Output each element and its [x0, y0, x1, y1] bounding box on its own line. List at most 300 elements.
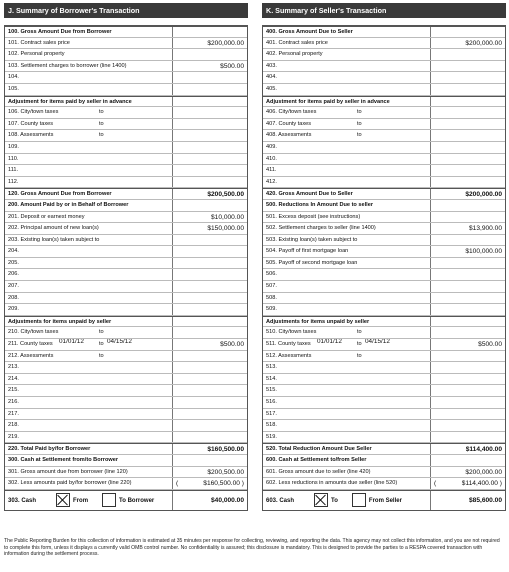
row-label-text: 214.: [8, 375, 19, 382]
amount-cell[interactable]: [172, 339, 247, 350]
checkbox-label: To Borrower: [119, 497, 155, 504]
table-row: [263, 455, 505, 467]
amount-value: $200,000.00: [465, 468, 502, 476]
row-label-text: 205.: [8, 259, 19, 266]
table-row: [5, 478, 247, 490]
row-label-text: 504. Payoff of first mortgage loan: [266, 248, 349, 255]
table-row: [5, 443, 247, 455]
amount-value: $40,000.00: [210, 496, 244, 504]
cash-row: [5, 490, 247, 510]
amount-cell[interactable]: [172, 351, 247, 362]
from-date[interactable]: 01/01/12: [59, 339, 84, 346]
amount-cell[interactable]: [430, 304, 505, 315]
table-row: [263, 420, 505, 432]
row-label: [263, 72, 430, 83]
amount-cell[interactable]: [430, 27, 505, 37]
amount-cell[interactable]: [430, 177, 505, 188]
row-label: [263, 119, 430, 130]
amount-cell[interactable]: [430, 97, 505, 107]
amount-value: $160,500.00: [203, 480, 240, 488]
paren-close: ): [239, 480, 244, 488]
amount-cell[interactable]: [430, 281, 505, 292]
row-label: [263, 455, 430, 466]
checkbox-to-borrower[interactable]: [102, 493, 116, 507]
to-date[interactable]: 04/15/12: [365, 339, 390, 346]
table-row: [5, 374, 247, 386]
row-label-text: 217.: [8, 410, 19, 417]
cash-row: [263, 490, 505, 510]
amount-cell[interactable]: [430, 374, 505, 385]
amount-cell[interactable]: [430, 223, 505, 234]
amount-cell[interactable]: [430, 107, 505, 118]
amount-cell[interactable]: [172, 107, 247, 118]
amount-cell[interactable]: [172, 49, 247, 60]
table-row: [263, 165, 505, 177]
row-label: [263, 293, 430, 304]
amount-cell[interactable]: [430, 339, 505, 350]
row-label-text: 406. City/town taxes: [266, 109, 317, 116]
row-label-text: 412.: [266, 178, 277, 185]
amount-value: $150,000.00: [207, 225, 244, 233]
amount-cell[interactable]: [430, 317, 505, 327]
table-row: [263, 188, 505, 200]
table-row: [5, 235, 247, 247]
table-row: [263, 235, 505, 247]
borrower-table: [4, 25, 248, 511]
amount-cell[interactable]: [172, 385, 247, 396]
row-label-text: 513.: [266, 364, 277, 371]
table-row: [5, 84, 247, 96]
amount-cell[interactable]: [172, 281, 247, 292]
amount-cell[interactable]: [430, 491, 505, 510]
row-label: [5, 84, 172, 95]
row-label: [263, 351, 430, 362]
table-row: [263, 362, 505, 374]
table-row: [5, 293, 247, 305]
table-row: [5, 223, 247, 235]
row-label-text: 512. Assessments: [266, 352, 312, 359]
table-row: [5, 420, 247, 432]
row-label: [263, 432, 430, 443]
checkbox-label: From Seller: [368, 497, 402, 504]
table-row: [263, 432, 505, 444]
row-label-text: 220. Total Paid by/for Borrower: [8, 446, 91, 453]
amount-cell[interactable]: [430, 235, 505, 246]
table-row: [263, 107, 505, 119]
table-row: [5, 269, 247, 281]
row-label: [263, 27, 430, 37]
row-label-text: 103. Settlement charges to borrower (line 1400): [8, 62, 127, 69]
row-label-text: 514.: [266, 375, 277, 382]
paren-close: ): [497, 480, 502, 488]
amount-cell[interactable]: [172, 444, 247, 454]
table-row: [5, 246, 247, 258]
amount-cell[interactable]: [172, 177, 247, 188]
row-label: [263, 478, 430, 489]
row-label: [263, 61, 430, 72]
row-label: [263, 327, 430, 338]
amount-cell[interactable]: [172, 269, 247, 280]
amount-cell[interactable]: [430, 212, 505, 223]
amount-cell[interactable]: [172, 304, 247, 315]
amount-cell[interactable]: [430, 61, 505, 72]
row-label-text: 510. City/town taxes: [266, 329, 317, 336]
row-label: [5, 317, 172, 327]
row-label-text: 408. Assessments: [266, 132, 312, 139]
row-label-text: 500. Reductions In Amount Due to seller: [266, 201, 374, 208]
amount-cell[interactable]: [430, 362, 505, 373]
row-label: [5, 119, 172, 130]
amount-cell[interactable]: [172, 455, 247, 466]
row-label-text: 102. Personal property: [8, 51, 65, 58]
amount-value: $200,000.00: [465, 39, 502, 47]
row-label: [5, 327, 172, 338]
row-label: [5, 304, 172, 315]
amount-cell[interactable]: [172, 246, 247, 257]
row-label-text: 520. Total Reduction Amount Due Seller: [266, 446, 372, 453]
row-label: [5, 409, 172, 420]
row-label: [5, 246, 172, 257]
row-label-text: 403.: [266, 62, 277, 69]
row-label-text: 219.: [8, 433, 19, 440]
row-label: [5, 223, 172, 234]
amount-cell[interactable]: [172, 317, 247, 327]
row-label: [263, 154, 430, 165]
table-row: [5, 351, 247, 363]
table-row: [263, 293, 505, 305]
row-label-text: 200. Amount Paid by or in Behalf of Borrower: [8, 201, 129, 208]
row-label-text: 501. Excess deposit (see instructions): [266, 213, 361, 220]
checkbox-to[interactable]: [314, 493, 328, 507]
row-label: [263, 304, 430, 315]
row-label: [5, 72, 172, 83]
to-label: to: [99, 329, 104, 336]
row-label-text: 106. City/town taxes: [8, 109, 59, 116]
table-row: [5, 72, 247, 84]
amount-cell[interactable]: [172, 420, 247, 431]
row-label-text: 516.: [266, 399, 277, 405]
amount-cell[interactable]: [172, 142, 247, 153]
row-label-text: 110.: [8, 155, 19, 162]
amount-cell[interactable]: [430, 119, 505, 130]
row-label-text: 519.: [266, 433, 277, 440]
amount-cell[interactable]: [172, 130, 247, 141]
row-label: [5, 455, 172, 466]
table-row: [263, 223, 505, 235]
to-label: to: [99, 109, 104, 116]
to-label: to: [357, 132, 362, 139]
row-label: [5, 107, 172, 118]
table-row: [5, 432, 247, 444]
to-label: to: [99, 120, 104, 127]
row-label: [263, 269, 430, 280]
amount-cell[interactable]: [430, 327, 505, 338]
row-label: [263, 107, 430, 118]
table-row: [263, 385, 505, 397]
table-row: [5, 339, 247, 351]
amount-value: $500.00: [478, 341, 502, 349]
amount-cell[interactable]: [172, 165, 247, 176]
amount-cell[interactable]: [430, 351, 505, 362]
to-label: to: [357, 109, 362, 116]
table-row: [5, 165, 247, 177]
table-row: [263, 304, 505, 316]
row-label-text: Adjustments for items unpaid by seller: [8, 318, 112, 325]
amount-cell[interactable]: [172, 189, 247, 199]
checkbox-from[interactable]: [56, 493, 70, 507]
table-row: [5, 96, 247, 108]
to-label: to: [357, 341, 362, 348]
to-label: to: [99, 341, 104, 348]
row-label-text: 213.: [8, 364, 19, 371]
amount-cell[interactable]: [430, 478, 505, 489]
amount-cell[interactable]: [172, 397, 247, 408]
table-row: [5, 154, 247, 166]
amount-cell[interactable]: [430, 38, 505, 49]
amount-cell[interactable]: [172, 212, 247, 223]
amount-cell[interactable]: [430, 397, 505, 408]
row-label-text: 508.: [266, 294, 277, 301]
to-label: to: [99, 132, 104, 139]
cash-label: 603. Cash: [266, 497, 295, 504]
amount-cell[interactable]: [430, 385, 505, 396]
table-row: [5, 409, 247, 421]
amount-cell[interactable]: [172, 154, 247, 165]
row-label: [263, 467, 430, 478]
amount-cell[interactable]: [430, 269, 505, 280]
row-label: [5, 444, 172, 454]
row-label: [5, 212, 172, 223]
table-row: [263, 339, 505, 351]
row-label-text: 409.: [266, 143, 277, 150]
row-label-text: 404.: [266, 74, 277, 81]
amount-cell[interactable]: [172, 97, 247, 107]
amount-cell[interactable]: [172, 409, 247, 420]
amount-cell[interactable]: [430, 293, 505, 304]
amount-cell[interactable]: [430, 49, 505, 60]
table-row: [5, 327, 247, 339]
row-label-text: 209.: [8, 306, 19, 313]
seller-table: [262, 25, 506, 511]
amount-cell[interactable]: [430, 420, 505, 431]
table-row: [263, 281, 505, 293]
amount-cell[interactable]: [172, 491, 247, 510]
to-label: to: [357, 329, 362, 336]
amount-cell[interactable]: [172, 235, 247, 246]
row-label: [263, 374, 430, 385]
paren-open: (: [176, 480, 179, 488]
row-label: [263, 444, 430, 454]
row-label: [5, 478, 172, 489]
amount-cell[interactable]: [172, 223, 247, 234]
table-row: [5, 258, 247, 270]
to-date[interactable]: 04/15/12: [107, 339, 132, 346]
row-label-text: 212. Assessments: [8, 352, 54, 359]
table-row: [263, 200, 505, 212]
row-label: [263, 397, 430, 408]
amount-cell[interactable]: [172, 293, 247, 304]
row-label-text: 108. Assessments: [8, 132, 54, 139]
amount-cell[interactable]: [430, 432, 505, 443]
table-row: [263, 72, 505, 84]
table-row: [263, 49, 505, 61]
row-label: [263, 38, 430, 49]
row-label-text: 120. Gross Amount Due from Borrower: [8, 191, 112, 198]
row-label: [263, 339, 430, 350]
amount-cell[interactable]: [430, 409, 505, 420]
row-label: [5, 27, 172, 37]
row-label: [5, 177, 172, 188]
row-label: [263, 258, 430, 269]
row-label-text: 503. Existing loan(s) taken subject to: [266, 236, 358, 243]
amount-cell[interactable]: [172, 84, 247, 95]
table-row: [263, 119, 505, 131]
row-label: [263, 281, 430, 292]
amount-cell[interactable]: [172, 27, 247, 37]
amount-cell[interactable]: [172, 467, 247, 478]
amount-cell[interactable]: [430, 189, 505, 199]
row-label: [263, 246, 430, 257]
checkbox-from-seller[interactable]: [352, 493, 366, 507]
row-label: [263, 97, 430, 107]
table-row: [263, 316, 505, 328]
table-row: [5, 26, 247, 38]
table-row: [263, 258, 505, 270]
amount-cell[interactable]: [172, 432, 247, 443]
table-row: [5, 119, 247, 131]
row-label: [5, 165, 172, 176]
table-row: [263, 26, 505, 38]
paren-open: (: [434, 480, 437, 488]
table-row: [263, 38, 505, 50]
amount-cell[interactable]: [430, 142, 505, 153]
section-header: K. Summary of Seller's Transaction: [262, 3, 506, 18]
amount-cell[interactable]: [430, 444, 505, 454]
amount-cell[interactable]: [430, 200, 505, 211]
table-row: [263, 154, 505, 166]
row-label: [263, 142, 430, 153]
row-label-text: 208.: [8, 294, 19, 301]
table-row: [5, 304, 247, 316]
amount-cell[interactable]: [172, 258, 247, 269]
row-label: [263, 385, 430, 396]
table-row: [263, 478, 505, 490]
row-label-text: 502. Settlement charges to seller (line 1400): [266, 225, 376, 232]
row-label: [263, 409, 430, 420]
to-label: to: [357, 120, 362, 127]
row-label-text: 411.: [266, 167, 277, 174]
row-label-text: 111.: [8, 167, 19, 174]
table-row: [263, 177, 505, 189]
row-label-text: 515.: [266, 387, 277, 394]
row-label-text: 407. County taxes: [266, 120, 312, 127]
amount-cell[interactable]: [172, 72, 247, 83]
burden-statement: The Public Reporting Burden for this collection of information is estimated at 35 minutes per response for collecting, reviewing, and reporting the data. This agency may not collect this information, and you are not required to complete this form, unless it displays a currently valid OMB control number. No confidentiality is assured; this disclosure is mandatory. This is designed to provide the parties to a RESPA covered transaction with information during the settlement process.: [4, 538, 500, 558]
row-label: [5, 339, 172, 350]
amount-cell[interactable]: [172, 119, 247, 130]
table-row: [263, 467, 505, 479]
amount-cell[interactable]: [430, 455, 505, 466]
row-label-text: 203. Existing loan(s) taken subject to: [8, 236, 100, 243]
amount-value: $200,500.00: [207, 468, 244, 476]
row-label-text: 202. Principal amount of new loan(s): [8, 225, 99, 232]
amount-cell[interactable]: [172, 38, 247, 49]
table-row: [5, 397, 247, 409]
amount-cell[interactable]: [430, 258, 505, 269]
amount-cell[interactable]: [172, 478, 247, 489]
amount-cell[interactable]: [172, 327, 247, 338]
row-label: [5, 432, 172, 443]
row-label-text: 218.: [8, 422, 19, 429]
amount-cell[interactable]: [430, 84, 505, 95]
table-row: [263, 246, 505, 258]
row-label-text: 105.: [8, 85, 19, 92]
amount-value: $100,000.00: [465, 248, 502, 256]
row-label: [5, 385, 172, 396]
row-label: [263, 317, 430, 327]
row-label: [5, 258, 172, 269]
amount-cell[interactable]: [430, 467, 505, 478]
table-row: [263, 96, 505, 108]
table-row: [263, 61, 505, 73]
table-row: [5, 49, 247, 61]
row-label: [5, 38, 172, 49]
row-label: [5, 200, 172, 211]
row-label-text: 201. Deposit or earnest money: [8, 213, 85, 220]
row-label-text: 204.: [8, 248, 19, 255]
row-label: [5, 351, 172, 362]
row-label-text: 112.: [8, 178, 19, 185]
table-row: [263, 409, 505, 421]
amount-cell[interactable]: [430, 154, 505, 165]
table-row: [263, 84, 505, 96]
amount-cell[interactable]: [430, 246, 505, 257]
checkbox-label: To: [331, 497, 338, 504]
table-row: [263, 130, 505, 142]
row-label: [263, 130, 430, 141]
row-label-text: 210. City/town taxes: [8, 329, 59, 336]
amount-cell[interactable]: [430, 72, 505, 83]
row-label: [263, 49, 430, 60]
amount-cell[interactable]: [172, 362, 247, 373]
amount-cell[interactable]: [172, 61, 247, 72]
row-label: [263, 223, 430, 234]
cash-label-cell: [263, 491, 430, 510]
amount-cell[interactable]: [430, 130, 505, 141]
row-label-text: 517.: [266, 410, 277, 417]
row-label-text: 216.: [8, 399, 19, 405]
row-label-text: 107. County taxes: [8, 120, 54, 127]
cash-label: 303. Cash: [8, 497, 37, 504]
table-row: [5, 200, 247, 212]
table-row: [5, 212, 247, 224]
row-label: [263, 165, 430, 176]
amount-cell[interactable]: [172, 200, 247, 211]
row-label-text: 109.: [8, 143, 19, 150]
from-date[interactable]: 01/01/12: [317, 339, 342, 346]
cash-label-cell: [5, 491, 172, 510]
amount-value: $114,400.00: [465, 446, 502, 454]
row-label: [5, 49, 172, 60]
row-label: [263, 235, 430, 246]
row-label-text: 215.: [8, 387, 19, 394]
row-label-text: 302. Less amounts paid by/for borrower (line 220): [8, 480, 132, 487]
table-row: [263, 374, 505, 386]
amount-cell[interactable]: [172, 374, 247, 385]
amount-cell[interactable]: [430, 165, 505, 176]
row-label: [5, 397, 172, 408]
table-row: [5, 362, 247, 374]
